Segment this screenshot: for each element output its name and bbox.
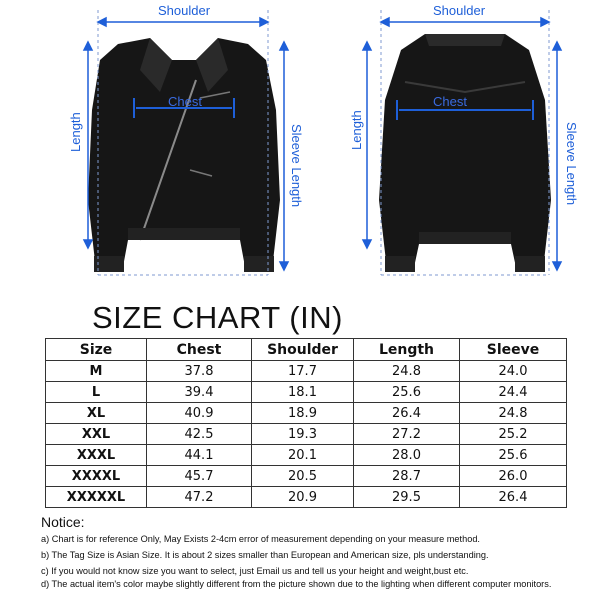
length-cell: 24.8 (354, 361, 460, 382)
sleeve-cell: 26.4 (460, 487, 567, 508)
shoulder-cell: 18.1 (252, 382, 354, 403)
sleeve-cell: 25.2 (460, 424, 567, 445)
table-row (46, 424, 567, 445)
chest-cell: 45.7 (147, 466, 252, 487)
front-shoulder-arrow (98, 18, 268, 26)
front-chest-label: Chest (168, 94, 202, 109)
length-cell: 29.5 (354, 487, 460, 508)
chest-cell: 42.5 (147, 424, 252, 445)
table-row (46, 382, 567, 403)
size-cell: XXXXXL (46, 487, 147, 508)
shoulder-cell: 20.1 (252, 445, 354, 466)
back-length-label: Length (349, 110, 364, 150)
back-shoulder-arrow (381, 18, 549, 26)
notice-line-d: d) The actual item's color maybe slightly different from the picture shown due to the lighting when different computer monitors. (41, 579, 552, 589)
notice-heading: Notice: (41, 514, 85, 530)
length-cell: 26.4 (354, 403, 460, 424)
size-cell: M (46, 361, 147, 382)
notice-line-a: a) Chart is for reference Only, May Exists 2-4cm error of measurement depending on your measure method. (41, 534, 480, 544)
column-header-sleeve: Sleeve (460, 339, 567, 361)
column-header-chest: Chest (147, 339, 252, 361)
table-row (46, 445, 567, 466)
notice-line-b: b) The Tag Size is Asian Size. It is about 2 sizes smaller than European and American size, pls understanding. (41, 550, 489, 560)
shoulder-cell: 18.9 (252, 403, 354, 424)
length-cell: 28.0 (354, 445, 460, 466)
shoulder-cell: 17.7 (252, 361, 354, 382)
length-cell: 25.6 (354, 382, 460, 403)
front-shoulder-label: Shoulder (158, 3, 211, 18)
table-header-row (46, 339, 567, 361)
notice-section (41, 514, 601, 590)
table-row (46, 487, 567, 508)
back-length-arrow (363, 42, 371, 248)
length-cell: 27.2 (354, 424, 460, 445)
notice-line-c: c) If you would not know size you want to select, just Email us and tell us your height and weight,bust etc. (41, 566, 469, 576)
chest-cell: 40.9 (147, 403, 252, 424)
column-header-size: Size (46, 339, 147, 361)
size-chart-table (45, 338, 567, 508)
sleeve-cell: 24.4 (460, 382, 567, 403)
size-cell: XXL (46, 424, 147, 445)
back-chest-label: Chest (433, 94, 467, 109)
sleeve-cell: 24.0 (460, 361, 567, 382)
size-chart-title: SIZE CHART (IN) (92, 300, 343, 335)
shoulder-cell: 19.3 (252, 424, 354, 445)
shoulder-cell: 20.5 (252, 466, 354, 487)
sleeve-cell: 24.8 (460, 403, 567, 424)
chest-cell: 47.2 (147, 487, 252, 508)
back-jacket-figure (305, 0, 610, 290)
front-jacket-illustration (0, 0, 305, 290)
front-sleeve-arrow (280, 42, 288, 270)
front-length-label: Length (68, 112, 83, 152)
front-sleeve-label: Sleeve Length (289, 124, 304, 208)
front-jacket-figure (0, 0, 305, 290)
back-sleeve-arrow (553, 42, 561, 270)
back-sleeve-label: Sleeve Length (564, 122, 579, 206)
chest-cell: 44.1 (147, 445, 252, 466)
table-row (46, 466, 567, 487)
table-row (46, 361, 567, 382)
length-cell: 28.7 (354, 466, 460, 487)
table-row (46, 403, 567, 424)
shoulder-cell: 20.9 (252, 487, 354, 508)
size-cell: XXXXL (46, 466, 147, 487)
size-cell: XXXL (46, 445, 147, 466)
chest-cell: 39.4 (147, 382, 252, 403)
back-shoulder-label: Shoulder (433, 3, 486, 18)
sleeve-cell: 25.6 (460, 445, 567, 466)
column-header-length: Length (354, 339, 460, 361)
chest-cell: 37.8 (147, 361, 252, 382)
size-cell: L (46, 382, 147, 403)
sleeve-cell: 26.0 (460, 466, 567, 487)
column-header-shoulder: Shoulder (252, 339, 354, 361)
size-cell: XL (46, 403, 147, 424)
